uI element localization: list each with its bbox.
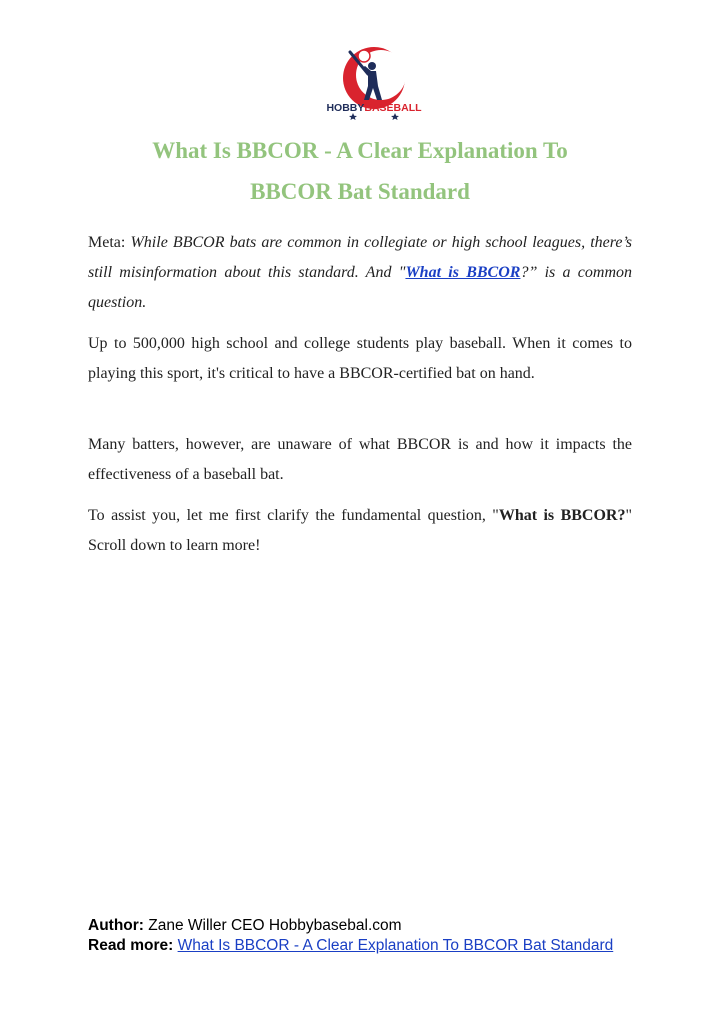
p3-text-after: " Scroll down to learn more! <box>88 507 633 554</box>
body-paragraph-3 <box>88 501 632 561</box>
logo-word-baseball: BASEBALL <box>364 102 422 114</box>
body-paragraph-2: Many batters, however, are unaware of what BBCOR is and how it impacts the effectiveness of a baseball bat. <box>88 436 632 483</box>
read-more-link[interactable]: What Is BBCOR - A Clear Explanation To BBCOR Bat Standard <box>177 937 614 954</box>
what-is-bbcor-link[interactable]: What is BBCOR <box>405 264 521 281</box>
title-line-1: What Is BBCOR - A Clear Explanation To <box>152 138 568 163</box>
read-more-label: Read more: <box>88 937 174 954</box>
p3-bold-question: What is BBCOR? <box>498 507 626 524</box>
meta-text <box>88 234 632 311</box>
logo-word-hobby: HOBBY <box>326 102 365 114</box>
author-label: Author: <box>88 917 144 934</box>
baseball-player-icon <box>326 42 422 124</box>
meta-paragraph <box>88 228 632 318</box>
svg-text:HOBBYBASEBALL <box>326 102 422 114</box>
document-footer <box>88 916 632 956</box>
meta-text-before: While BBCOR bats are common in collegiate or high school leagues, there’s still misinformation about this standard. And " <box>88 234 633 281</box>
meta-label: Meta: <box>88 234 126 251</box>
author-text: Zane Willer CEO Hobbybasebal.com <box>148 917 402 934</box>
title-line-2: BBCOR Bat Standard <box>250 179 470 204</box>
site-logo <box>326 42 422 124</box>
page-title <box>88 130 632 212</box>
meta-text-after: ?” is a common question. <box>88 264 633 311</box>
author-line <box>88 916 632 936</box>
p3-text-before: To assist you, let me first clarify the fundamental question, " <box>88 507 499 524</box>
read-more-line <box>88 936 632 956</box>
body-paragraph-1: Up to 500,000 high school and college students play baseball. When it comes to playing this sport, it's critical to have a BBCOR-certified bat on hand. <box>88 335 632 382</box>
